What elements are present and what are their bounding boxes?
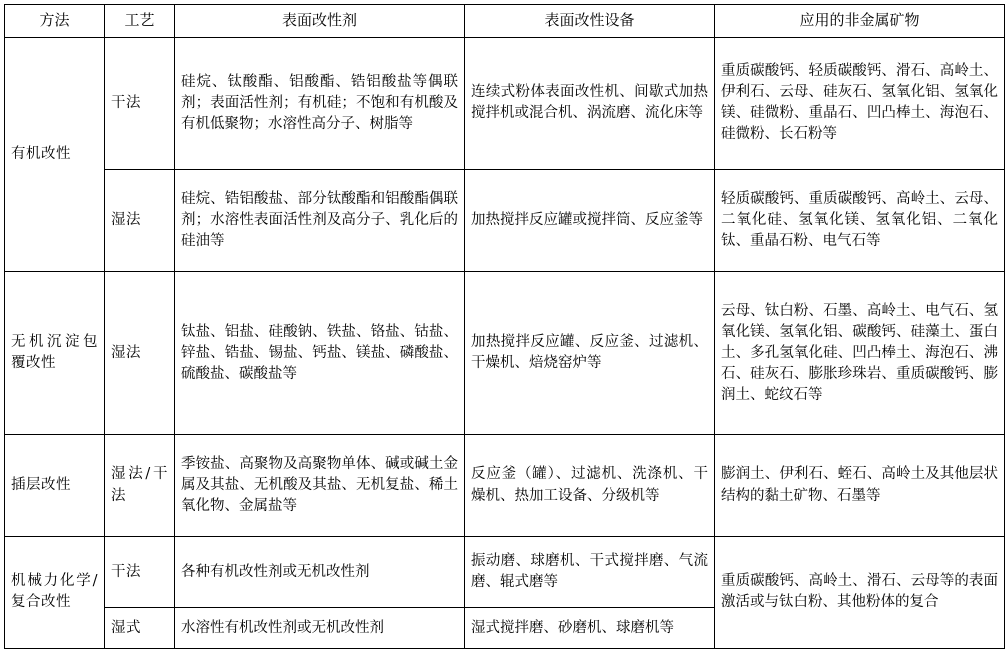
- cell-equipment: 加热搅拌反应罐、反应釜、过滤机、干燥机、焙烧窑炉等: [465, 272, 715, 435]
- cell-equipment: 连续式粉体表面改性机、间歇式加热搅拌机或混合机、涡流磨、流化床等: [465, 37, 715, 169]
- cell-process: 干法: [105, 37, 175, 169]
- column-header-process: 工艺: [105, 5, 175, 38]
- cell-minerals: 重质碳酸钙、轻质碳酸钙、滑石、高岭土、伊利石、云母、硅灰石、氢氧化铝、氢氧化镁、硅微粉、重晶石、凹凸棒土、海泡石、硅微粉、长石粉等: [715, 37, 1005, 169]
- cell-process: 湿式: [105, 608, 175, 649]
- cell-agent: 硅烷、钛酸酯、铝酸酯、锆铝酸盐等偶联剂；表面活性剂；有机硅；不饱和有机酸及有机低聚物；水溶性高分子、树脂等: [175, 37, 465, 169]
- cell-minerals: 云母、钛白粉、石墨、高岭土、电气石、氢氧化镁、氢氧化铝、碳酸钙、硅藻土、蛋白土、多孔氢氧化硅、凹凸棒土、海泡石、沸石、硅灰石、膨胀珍珠岩、重质碳酸钙、膨润土、蛇纹石等: [715, 272, 1005, 435]
- cell-agent: 钛盐、铝盐、硅酸钠、铁盐、铬盐、钴盐、锌盐、锆盐、锡盐、钙盐、镁盐、磷酸盐、硫酸盐、碳酸盐等: [175, 272, 465, 435]
- surface-modification-table: [4, 4, 1005, 649]
- cell-process: 干法: [105, 536, 175, 607]
- column-header-agent: 表面改性剂: [175, 5, 465, 38]
- cell-process: 湿法: [105, 272, 175, 435]
- cell-process: 湿法: [105, 170, 175, 272]
- cell-method: 机械力化学/复合改性: [5, 536, 105, 648]
- cell-agent: 季铵盐、高聚物及高聚物单体、碱或碱土金属及其盐、无机酸及其盐、无机复盐、稀土氧化物、金属盐等: [175, 435, 465, 537]
- table-row: [5, 170, 1005, 272]
- column-header-minerals: 应用的非金属矿物: [715, 5, 1005, 38]
- cell-equipment: 反应釜（罐）、过滤机、洗涤机、干燥机、热加工设备、分级机等: [465, 435, 715, 537]
- column-header-equipment: 表面改性设备: [465, 5, 715, 38]
- cell-minerals: 轻质碳酸钙、重质碳酸钙、高岭土、云母、二氧化硅、氢氧化镁、氢氧化铝、二氧化钛、重晶石粉、电气石等: [715, 170, 1005, 272]
- cell-agent: 硅烷、锆铝酸盐、部分钛酸酯和铝酸酯偶联剂；水溶性表面活性剂及高分子、乳化后的硅油等: [175, 170, 465, 272]
- cell-agent: 水溶性有机改性剂或无机改性剂: [175, 608, 465, 649]
- table-row: [5, 435, 1005, 537]
- cell-method: 插层改性: [5, 435, 105, 537]
- cell-minerals: 重质碳酸钙、高岭土、滑石、云母等的表面激活或与钛白粉、其他粉体的复合: [715, 536, 1005, 648]
- cell-method: 无机沉淀包覆改性: [5, 272, 105, 435]
- cell-minerals: 膨润土、伊利石、蛭石、高岭土及其他层状结构的黏土矿物、石墨等: [715, 435, 1005, 537]
- table-row: [5, 272, 1005, 435]
- cell-method: 有机改性: [5, 37, 105, 271]
- cell-agent: 各种有机改性剂或无机改性剂: [175, 536, 465, 607]
- cell-equipment: 加热搅拌反应罐或搅拌筒、反应釜等: [465, 170, 715, 272]
- cell-equipment: 振动磨、球磨机、干式搅拌磨、气流磨、辊式磨等: [465, 536, 715, 607]
- table-header-row: [5, 5, 1005, 38]
- table-header: [5, 5, 1005, 38]
- column-header-method: 方法: [5, 5, 105, 38]
- table-row: [5, 536, 1005, 607]
- cell-process: 湿法/干法: [105, 435, 175, 537]
- table-row: [5, 37, 1005, 169]
- table-body: [5, 37, 1005, 648]
- cell-equipment: 湿式搅拌磨、砂磨机、球磨机等: [465, 608, 715, 649]
